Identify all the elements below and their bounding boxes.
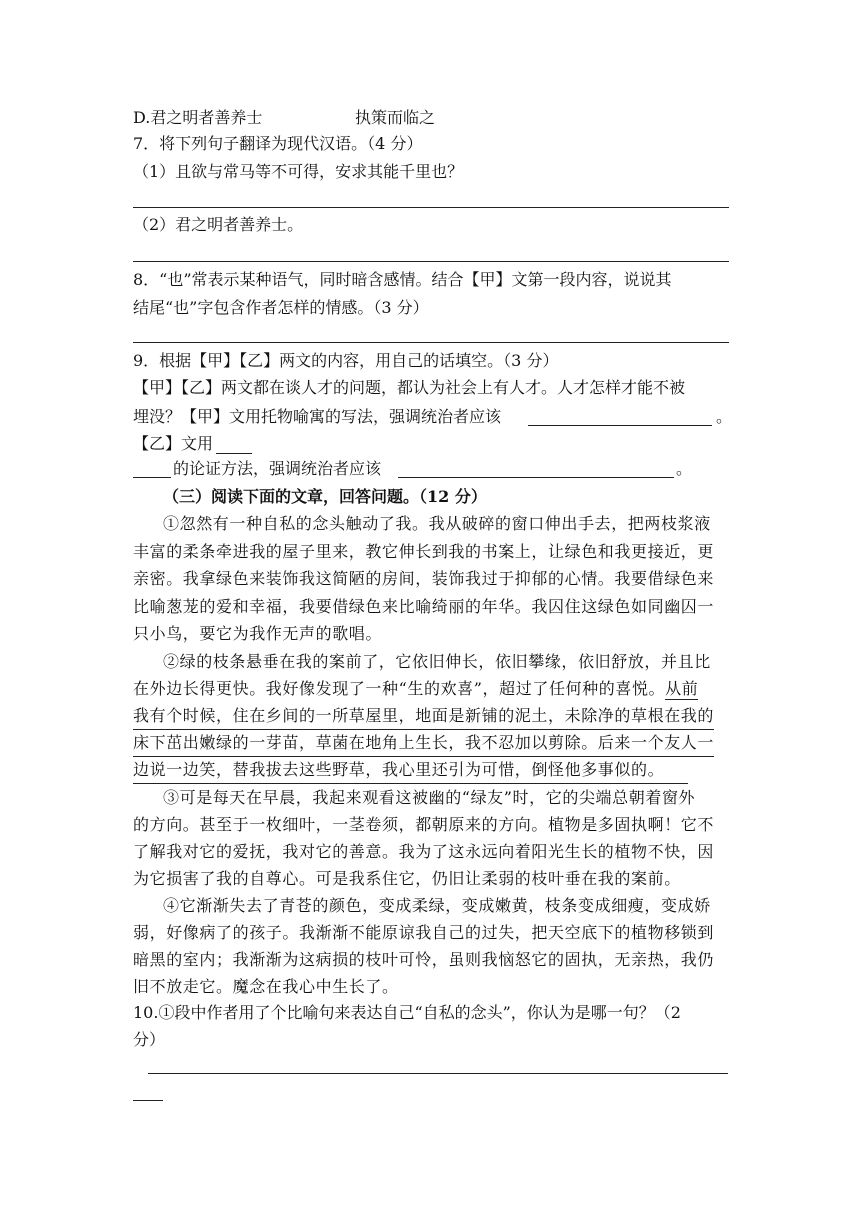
- passage-underlined-line-3: 边说一边笑，替我拔去这些野草，我心里还引为可惜，倒怪他多事似的。: [133, 758, 688, 784]
- q9-blank-1[interactable]: [528, 425, 712, 426]
- q10-answer-line[interactable]: [148, 1073, 728, 1074]
- q9-blank-3[interactable]: [398, 477, 674, 478]
- q8-answer-line[interactable]: [133, 342, 729, 343]
- q7-item-2: （2）君之明者善养士。: [133, 215, 304, 234]
- passage-p1-line-1: ①忽然有一种自私的念头触动了我。我从破碎的窗口伸出手去，把两枝浆液: [163, 514, 711, 533]
- q7-title: 7．将下列句子翻译为现代汉语。（4 分）: [133, 134, 423, 153]
- passage-p2-line-2: [133, 677, 698, 701]
- q10-line-2: 分）: [133, 1030, 166, 1049]
- passage-p2-line-1: ②绿的枝条悬垂在我的案前了，它依旧伸长，依旧攀缘，依旧舒放，并且比: [163, 652, 711, 671]
- passage-p4-line-1: ④它渐渐失去了青苍的颜色，变成柔绿，变成嫩黄，枝条变成细瘦，变成娇: [163, 896, 711, 915]
- q9-blank-2b[interactable]: [133, 477, 171, 478]
- passage-underlined-line-1: 我有个时候，住在乡间的一所草屋里，地面是新铺的泥土，未除净的草根在我的: [133, 704, 714, 730]
- passage-p3-line-4: 为它损害了我的自尊心。可是我系住它，仍旧让柔弱的枝叶垂在我的案前。: [133, 869, 681, 888]
- q7-answer-line-2[interactable]: [133, 261, 729, 262]
- passage-p3-line-2: 的方向。甚至于一枚细叶，一茎卷须，都朝原来的方向。植物是多固执啊！它不: [133, 815, 715, 834]
- q8-line-2: 结尾“也”字包含作者怎样的情感。（3 分）: [133, 298, 429, 317]
- passage-p4-line-3: 暗黑的室内；我渐渐为这病损的枝叶可怜，虽则我恼怒它的固执，无亲热，我仍: [133, 950, 715, 969]
- passage-p1-line-3: 亲密。我拿绿色来装饰我这简陋的房间，装饰我过于抑郁的心情。我要借绿色来: [133, 569, 715, 588]
- passage-p1-line-4: 比喻葱茏的爱和幸福，我要借绿色来比喻绮丽的年华。我囚住这绿色如同幽囚一: [133, 597, 715, 616]
- q9-line-4: 的论证方法，强调统治者应该: [173, 459, 382, 478]
- passage-p3-line-3: 了解我对它的爱抚，我对它的善意。我为了这永远向着阳光生长的植物不快，因: [133, 842, 715, 861]
- passage-p4-line-4: 旧不放走它。魔念在我心中生长了。: [133, 977, 399, 996]
- q6-option-d: D.君之明者善养士: [133, 108, 263, 127]
- passage-underlined-line-2: 床下茁出嫩绿的一芽苗，草菌在地角上生长，我不忍加以剪除。后来一个友人一: [133, 731, 714, 757]
- q7-item-1: （1）且欲与常马等不可得，安求其能千里也？: [133, 162, 464, 181]
- passage-p2-line-2-plain: 在外边长得更快。我好像发现了一种“生的欢喜”，超过了任何种的喜悦。: [133, 679, 666, 698]
- passage-p4-line-2: 弱，好像病了的孩子。我渐渐不能原谅我自己的过失，把天空底下的植物移锁到: [133, 923, 715, 942]
- passage-underlined-start: 从前: [665, 679, 699, 698]
- q10-line-1: 10.①段中作者用了个比喻句来表达自己“自私的念头”，你认为是哪一句？（2: [133, 1003, 681, 1022]
- q9-line-4-end: 。: [676, 459, 693, 478]
- q9-title: 9．根据【甲】【乙】两文的内容，用自己的话填空。（3 分）: [133, 351, 559, 370]
- q9-blank-2a[interactable]: [216, 453, 252, 454]
- q9-line-1: 【甲】【乙】两文都在谈人才的问题，都认为社会上有人才。人才怎样才能不被: [133, 378, 686, 397]
- q9-line-2: 埋没？【甲】文用托物喻寓的写法，强调统治者应该: [133, 407, 502, 426]
- q10-answer-line-tail[interactable]: [133, 1100, 163, 1101]
- q7-answer-line-1[interactable]: [133, 207, 729, 208]
- passage-p3-line-1: ③可是每天在早晨，我起来观看这被幽的“绿友”时，它的尖端总朝着窗外: [163, 788, 696, 807]
- q9-line-2-end: 。: [716, 407, 733, 426]
- q8-line-1: 8．“也”常表示某种语气，同时暗含感情。结合【甲】文第一段内容，说说其: [133, 270, 672, 289]
- q9-line-3: 【乙】文用: [133, 434, 214, 453]
- section-3-heading: （三）阅读下面的文章，回答问题。（12 分）: [163, 487, 487, 506]
- passage-p1-line-2: 丰富的柔条牵进我的屋子里来，教它伸长到我的书案上，让绿色和我更接近，更: [133, 542, 715, 561]
- q6-option-d-right: 执策而临之: [355, 108, 436, 127]
- passage-p1-line-5: 只小鸟，要它为我作无声的歌唱。: [133, 624, 383, 643]
